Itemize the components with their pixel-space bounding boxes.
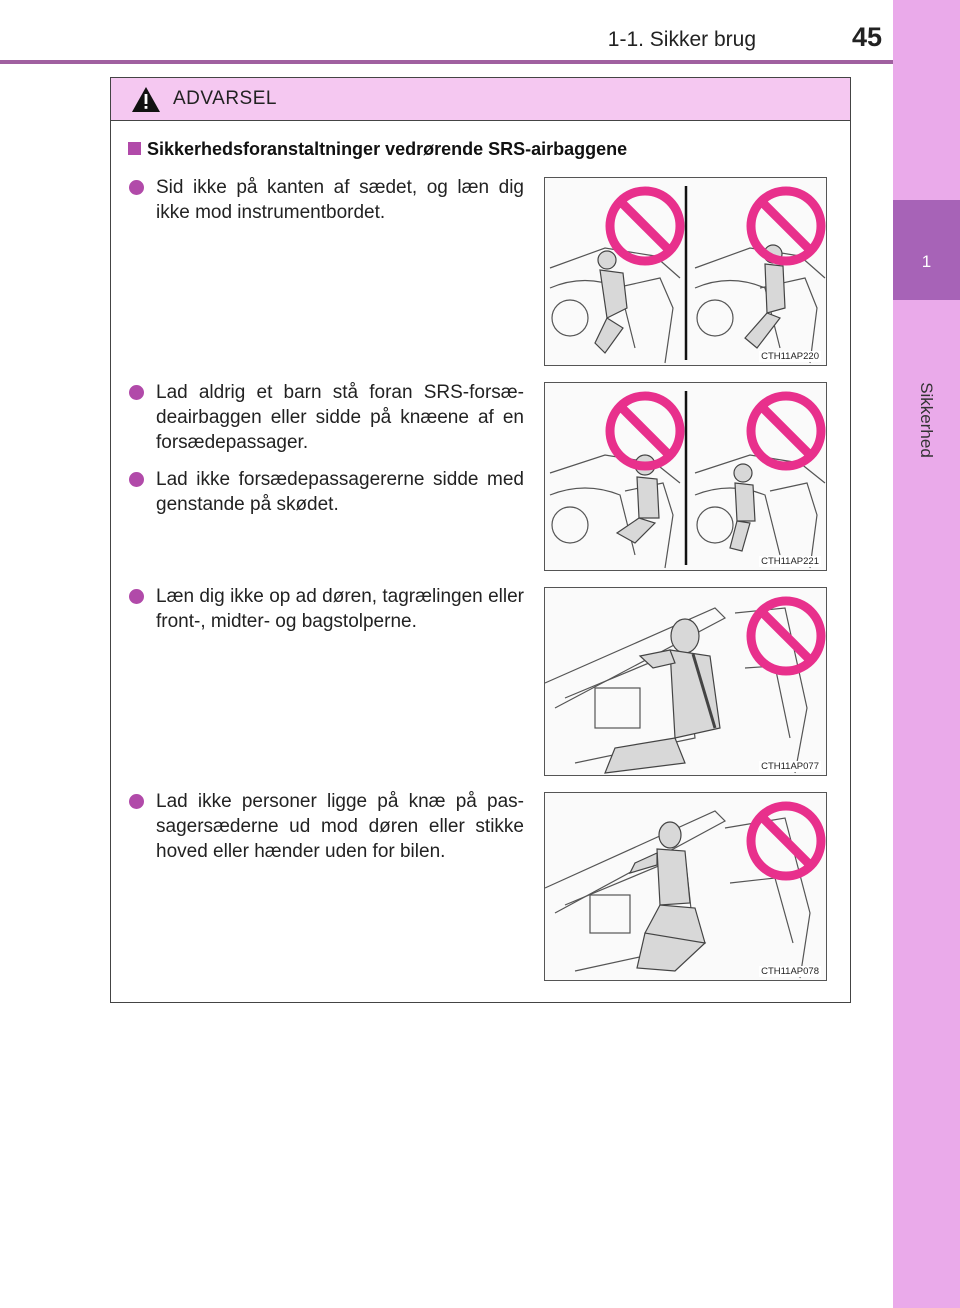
illustration-code: CTH11AP078 — [761, 966, 819, 977]
illustration-code: CTH11AP221 — [761, 556, 819, 567]
chapter-number-tab[interactable]: 1 — [893, 200, 960, 300]
bullet-item: Læn dig ikke op ad døren, tagrælingen eller front-, midter- og bagstolperne. — [129, 584, 524, 634]
chapter-label: Sikkerhed — [917, 382, 936, 458]
header-rule — [0, 60, 893, 64]
warning-box — [110, 77, 851, 1003]
illustration-code: CTH11AP220 — [761, 351, 819, 362]
illustration-lean-on-door — [544, 587, 827, 776]
warning-title: ADVARSEL — [173, 88, 277, 109]
warning-triangle-icon — [131, 86, 161, 113]
bullet-dot-icon — [129, 794, 144, 809]
page-number: 45 — [851, 22, 882, 52]
bullet-dot-icon — [129, 472, 144, 487]
bullet-item: Sid ikke på kanten af sædet, og læn dig ikke mod instrumentbordet. — [129, 175, 524, 225]
illustration-kneel-on-seat — [544, 792, 827, 981]
bullet-dot-icon — [129, 180, 144, 195]
square-bullet-icon — [128, 142, 141, 155]
chapter-side-tab — [893, 0, 960, 1308]
section-heading: Sikkerhedsforanstaltninger vedrørende SRS-airbaggene — [128, 139, 627, 160]
illustration-code: CTH11AP077 — [761, 761, 819, 772]
bullet-dot-icon — [129, 385, 144, 400]
bullet-item: Lad ikke forsædepassagererne sidde med genstande på skødet. — [129, 467, 524, 517]
section-title: 1-1. Sikker brug — [607, 28, 756, 51]
warning-header — [111, 78, 850, 121]
bullet-item: Lad ikke personer ligge på knæ på pas-sagersæderne ud mod døren eller stikke hoved eller hænder uden for bilen. — [129, 789, 524, 864]
bullet-item: Lad aldrig et barn stå foran SRS-forsæ-deairbaggen eller sidde på knæene af en forsædepassager. — [129, 380, 524, 455]
illustration-child-in-front — [544, 382, 827, 571]
bullet-dot-icon — [129, 589, 144, 604]
illustration-lean-on-dashboard — [544, 177, 827, 366]
